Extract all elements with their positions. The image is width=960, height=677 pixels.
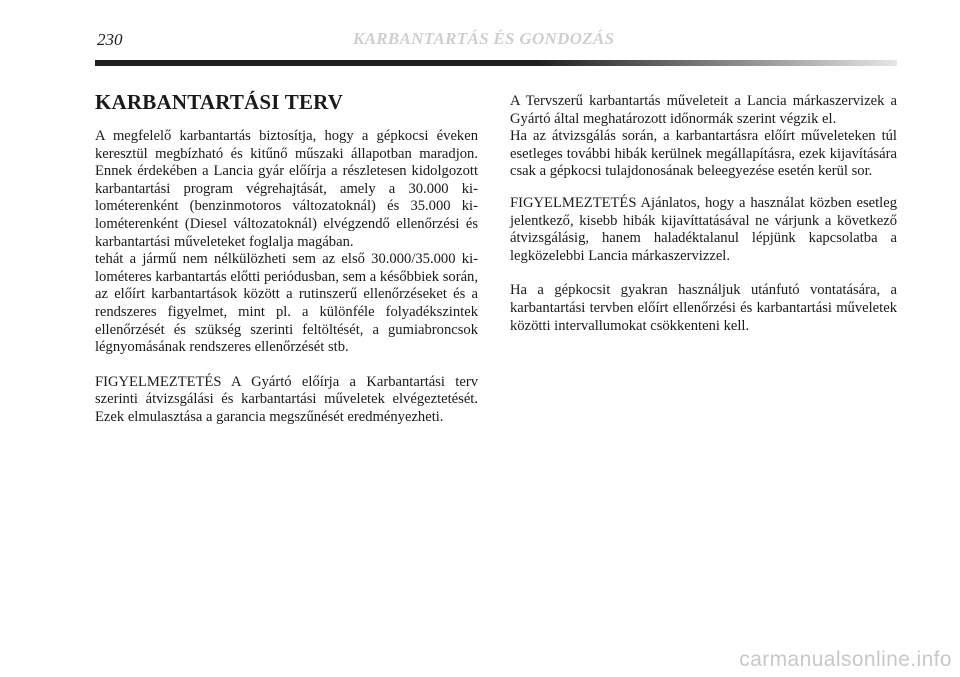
section-title: KARBANTARTÁSI TERV bbox=[95, 90, 344, 114]
warning-paragraph-left: FIGYELMEZTETÉS A Gyártó előírja a Karbantartási terv szerinti átvizsgálási és karbantartási műveletek elvégeztetését. Ezek elmulasztása a garancia megszűnését eredményezheti. bbox=[95, 373, 478, 425]
routine-checks-paragraph: tehát a jármű nem nélkülözheti sem az első 30.000/35.000 kilométeres karbantartás előtti periódusban, sem a későbbiek során, az előírt karbantartások között a rutinszerű ellenőrzéseket és a rendszeres figyelmet, mint pl. a különféle folyadékszintek ellenőrzését és szükség szerinti feltöltését, a gumiabroncsok légnyomásának rendszeres ellenőrzését stb. bbox=[95, 251, 478, 356]
intro-paragraph: A megfelelő karbantartás biztosítja, hogy a gépkocsi éveken keresztül megbízható és kitűnő műszaki állapotban maradjon. Ennek érdekében a Lancia gyár előírja a részletesen kidolgozott karbantartási program végrehajtását, amely a 30.000 kilométerenként (benzinmotoros változatoknál) és 35.000 kilométerenként (Diesel változatoknál) elvégzendő ellenőrzési és karbantartási műveleteket foglalja magában. bbox=[95, 128, 478, 250]
right-column bbox=[510, 93, 897, 335]
page-number: 230 bbox=[97, 30, 123, 49]
header-rule bbox=[95, 60, 897, 66]
running-title: KARBANTARTÁS ÉS GONDOZÁS bbox=[353, 29, 615, 48]
watermark: carmanualsonline.info bbox=[739, 648, 952, 671]
warning-paragraph-right: FIGYELMEZTETÉS Ajánlatos, hogy a használat közben esetleg jelentkező, kisebb hibák kijavíttatásával ne várjunk a következő átvizsgálásig, hanem haladéktalanul lépjünk kapcsolatba a legközelebbi Lancia márkaszervizzel. bbox=[510, 194, 897, 264]
trailer-paragraph: Ha a gépkocsit gyakran használjuk utánfutó vontatására, a karbantartási tervben előírt ellenőrzési és karbantartási műveletek közötti intervallumokat csökkenteni kell. bbox=[510, 282, 897, 334]
inspection-paragraph: Ha az átvizsgálás során, a karbantartásra előírt műveleteken túl esetleges további hibák kerülnek megállapításra, ezek kijavítására csak a gépkocsi tulajdonosának beleegyezése esetén kerül sor. bbox=[510, 128, 897, 180]
left-column bbox=[95, 90, 478, 427]
service-paragraph: A Tervszerű karbantartás műveleteit a Lancia márkaszervizek a Gyártó által meghatározott időnormák szerint végzik el. bbox=[510, 93, 897, 127]
